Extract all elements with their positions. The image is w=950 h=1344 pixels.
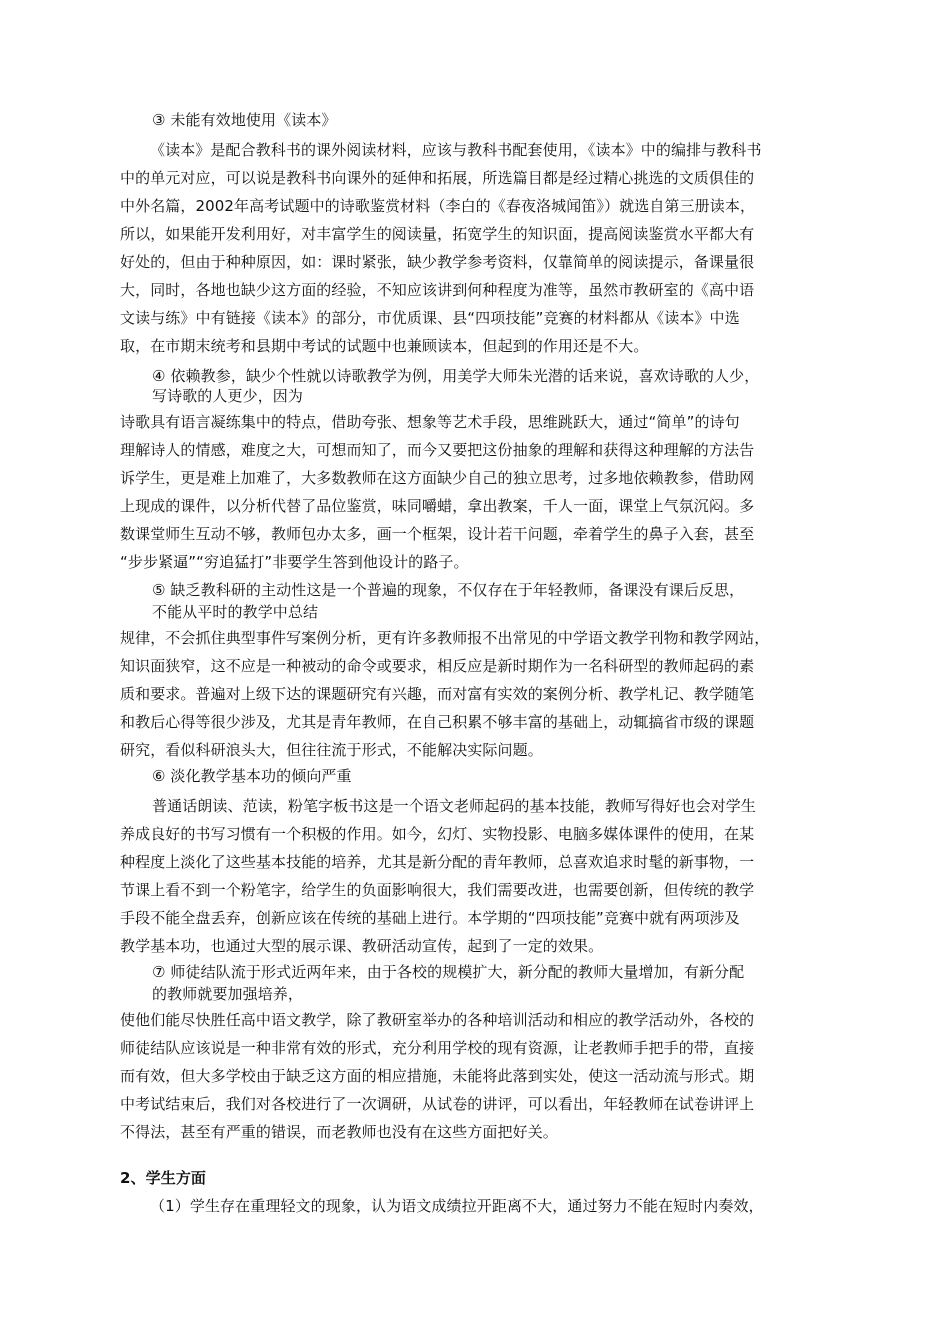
text-line: 节课上看不到一个粉笔字，给学生的负面影响很大，我们需要改进，也需要创新，但传统的教学 xyxy=(120,881,755,899)
text-line: 好处的，但由于种种原因，如：课时紧张，缺少教学参考资料，仅靠简单的阅读提示，备课量很 xyxy=(120,253,755,271)
text-line: ③ 未能有效地使用《读本》 xyxy=(152,111,337,129)
text-line: “步步紧逼”“穷追猛打”非要学生答到他设计的路子。 xyxy=(120,553,469,571)
text-line: 而有效，但大多学校由于缺乏这方面的相应措施，未能将此落到实处，使这一活动流与形式。期 xyxy=(120,1067,755,1085)
text-line: 所以，如果能开发利用好，对丰富学生的阅读量，拓宽学生的知识面，提高阅读鉴赏水平都大有 xyxy=(120,225,755,243)
text-line: 取，在市期末统考和县期中考试的试题中也兼顾读本，但起到的作用还是不大。 xyxy=(120,337,649,355)
text-line: ⑤ 缺乏教科研的主动性这是一个普遍的现象，不仅存在于年轻教师，备课没有课后反思， xyxy=(152,581,745,599)
text-line: 中的单元对应，可以说是教科书向课外的延伸和拓展，所选篇目都是经过精心挑选的文质俱佳的 xyxy=(120,169,755,187)
section-heading: 2、学生方面 xyxy=(120,1169,207,1187)
text-line: ⑥ 淡化教学基本功的倾向严重 xyxy=(152,767,352,785)
text-line: 诉学生，更是难上加难了，大多数教师在这方面缺少自己的独立思考，过多地依赖教参，借助网 xyxy=(120,469,755,487)
text-line: 中外名篇，2002年高考试题中的诗歌鉴赏材料（李白的《春夜洛城闻笛》）就选自第三册读本， xyxy=(120,197,756,215)
text-line: 普通话朗读、范读，粉笔字板书这是一个语文老师起码的基本技能，教师写得好也会对学生 xyxy=(152,797,757,815)
text-line: 和教后心得等很少涉及，尤其是青年教师，在自己积累不够丰富的基础上，动辄搞省市级的课题 xyxy=(120,713,755,731)
text-line: 写诗歌的人更少，因为 xyxy=(152,387,304,405)
text-line: ④ 依赖教参，缺少个性就以诗歌教学为例，用美学大师朱光潜的话来说，喜欢诗歌的人少， xyxy=(152,367,760,385)
text-line: 文读与练》中有链接《读本》的部分，市优质课、县“四项技能”竞赛的材料都从《读本》中选 xyxy=(120,309,740,327)
text-line: 《读本》是配合教科书的课外阅读材料，应该与教科书配套使用，《读本》中的编排与教科书 xyxy=(150,141,762,159)
text-line: 中考试结束后，我们对各校进行了一次调研，从试卷的讲评，可以看出，年轻教师在试卷讲评上 xyxy=(120,1095,755,1113)
text-line: 知识面狭窄，这不应是一种被动的命令或要求，相反应是新时期作为一名科研型的教师起码的素 xyxy=(120,657,755,675)
text-line: 质和要求。普遍对上级下达的课题研究有兴趣，而对富有实效的案例分析、教学札记、教学随笔 xyxy=(120,685,755,703)
text-line: 诗歌具有语言凝练集中的特点，借助夸张、想象等艺术手段，思维跳跃大，通过“简单”的诗句 xyxy=(120,413,740,431)
text-line: 上现成的课件，以分析代替了品位鉴赏，味同嚼蜡，拿出教案，千人一面，课堂上气氛沉闷。多 xyxy=(120,497,755,515)
text-line: （1）学生存在重理轻文的现象，认为语文成绩拉开距离不大，通过努力不能在短时内奏效， xyxy=(150,1197,764,1215)
text-line: 规律，不会抓住典型事件写案例分析，更有许多教师报不出常见的中学语文教学刊物和教学网站， xyxy=(120,629,770,647)
text-line: 数课堂师生互动不够，教师包办太多，画一个框架，设计若干问题，牵着学生的鼻子入套，甚至 xyxy=(120,525,755,543)
text-line: 不能从平时的教学中总结 xyxy=(152,603,319,621)
text-line: 养成良好的书写习惯有一个积极的作用。如今，幻灯、实物投影、电脑多媒体课件的使用，在某 xyxy=(120,825,755,843)
text-line: 不得法，甚至有严重的错误，而老教师也没有在这些方面把好关。 xyxy=(120,1123,558,1141)
text-line: 师徒结队应该说是一种非常有效的形式，充分利用学校的现有资源，让老教师手把手的带，直接 xyxy=(120,1039,755,1057)
text-line: 教学基本功，也通过大型的展示课、教研活动宣传，起到了一定的效果。 xyxy=(120,937,604,955)
text-line: 使他们能尽快胜任高中语文教学，除了教研室举办的各种培训活动和相应的教学活动外，各校的 xyxy=(120,1011,755,1029)
text-line: 研究，看似科研浪头大，但往往流于形式，不能解决实际问题。 xyxy=(120,741,543,759)
text-line: 的教师就要加强培养， xyxy=(152,985,304,1003)
text-line: 手段不能全盘丢弃，创新应该在传统的基础上进行。本学期的“四项技能”竞赛中就有两项涉及 xyxy=(120,909,740,927)
text-line: 种程度上淡化了这些基本技能的培养，尤其是新分配的青年教师，总喜欢追求时髦的新事物，一 xyxy=(120,853,755,871)
text-line: 大，同时，各地也缺少这方面的经验，不知应该讲到何种程度为准等，虽然市教研室的《高中语 xyxy=(120,281,755,299)
text-line: 理解诗人的情感，难度之大，可想而知了，而今又要把这份抽象的理解和获得这种理解的方法告 xyxy=(120,441,755,459)
text-line: ⑦ 师徒结队流于形式近两年来，由于各校的规模扩大，新分配的教师大量增加，有新分配 xyxy=(152,963,745,981)
